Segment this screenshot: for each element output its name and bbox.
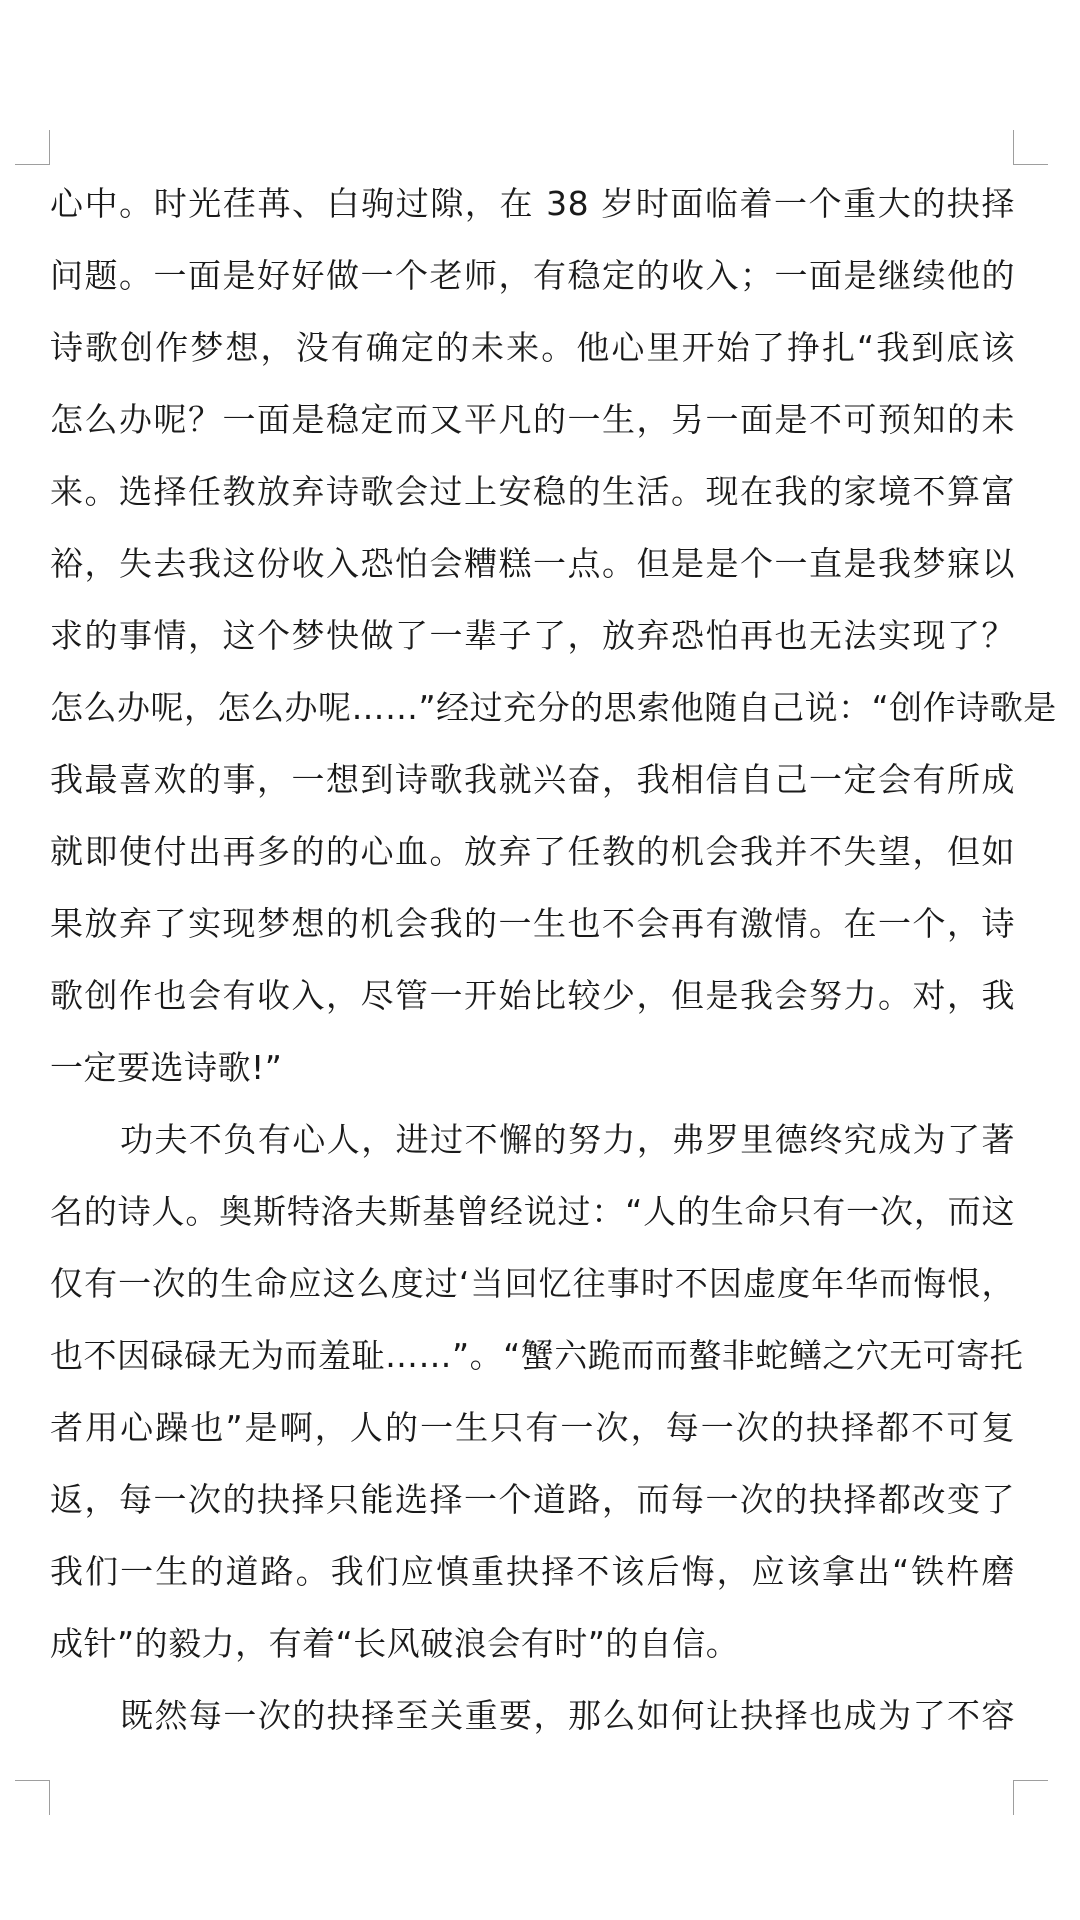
text-line: 来。选择任教放弃诗歌会过上安稳的生活。现在我的家境不算富 — [50, 472, 1015, 511]
crop-mark-bottom-right — [1013, 1780, 1048, 1815]
text-line: 仅有一次的生命应这么度过‘当回忆往事时不因虚度年华而悔恨， — [50, 1264, 1015, 1303]
text-line: 裕，失去我这份收入恐怕会糟糕一点。但是是个一直是我梦寐以 — [50, 544, 1015, 583]
text-line: 也不因碌碌无为而羞耻……”。“蟹六跪而而螯非蛇鳝之穴无可寄托 — [50, 1336, 1024, 1375]
crop-mark-top-right — [1013, 130, 1048, 165]
text-line: 怎么办呢，怎么办呢……”经过充分的思索他随自己说：“创作诗歌是 — [50, 688, 1057, 727]
text-line: 问题。一面是好好做一个老师，有稳定的收入；一面是继续他的 — [50, 256, 1015, 295]
text-line: 就即使付出再多的的心血。放弃了任教的机会我并不失望，但如 — [50, 832, 1015, 871]
text-line: 歌创作也会有收入，尽管一开始比较少，但是我会努力。对，我 — [50, 976, 1015, 1015]
text-line: 诗歌创作梦想，没有确定的未来。他心里开始了挣扎“我到底该 — [50, 328, 1015, 367]
text-line: 我们一生的道路。我们应慎重抉择不该后悔，应该拿出“铁杵磨 — [50, 1552, 1015, 1591]
text-line: 怎么办呢？一面是稳定而又平凡的一生，另一面是不可预知的未 — [50, 400, 1015, 439]
text-line: 成针”的毅力，有着“长风破浪会有时”的自信。 — [50, 1624, 740, 1663]
text-line: 果放弃了实现梦想的机会我的一生也不会再有激情。在一个，诗 — [50, 904, 1015, 943]
document-body — [50, 168, 1057, 1752]
crop-mark-top-left — [15, 130, 50, 165]
text-line: 我最喜欢的事，一想到诗歌我就兴奋，我相信自己一定会有所成 — [50, 760, 1015, 799]
text-line: 返，每一次的抉择只能选择一个道路，而每一次的抉择都改变了 — [50, 1480, 1015, 1519]
text-line: 心中。时光荏苒、白驹过隙，在 38 岁时面临着一个重大的抉择 — [50, 184, 1015, 223]
text-line: 一定要选诗歌!” — [50, 1048, 283, 1087]
text-line: 名的诗人。奥斯特洛夫斯基曾经说过：“人的生命只有一次，而这 — [50, 1192, 1015, 1231]
text-line: 者用心躁也”是啊，人的一生只有一次，每一次的抉择都不可复 — [50, 1408, 1015, 1447]
text-line: 功夫不负有心人，进过不懈的努力，弗罗里德终究成为了著 — [120, 1120, 1015, 1159]
crop-mark-bottom-left — [15, 1780, 50, 1815]
text-line: 求的事情，这个梦快做了一辈子了，放弃恐怕再也无法实现了？ — [50, 616, 1015, 655]
text-line: 既然每一次的抉择至关重要，那么如何让抉择也成为了不容 — [120, 1696, 1015, 1735]
